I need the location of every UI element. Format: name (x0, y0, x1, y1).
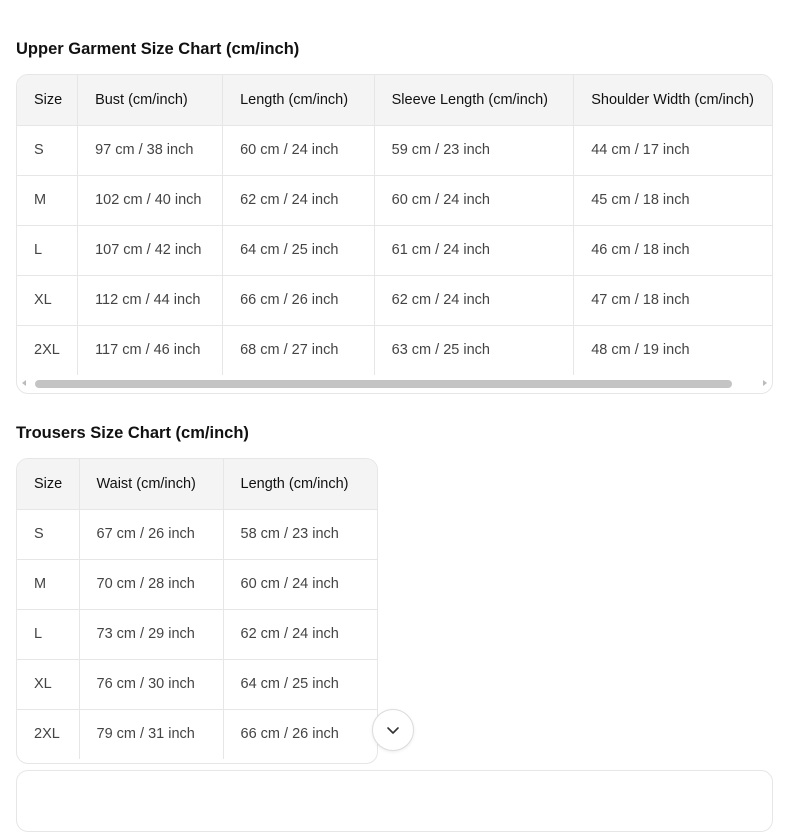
table-cell: 64 cm / 25 inch (223, 225, 375, 275)
table-row (17, 559, 377, 609)
table-cell: 2XL (17, 325, 78, 375)
table-cell: XL (17, 659, 79, 709)
table-header-row (17, 459, 377, 509)
column-header: Size (17, 459, 79, 509)
table-cell: 97 cm / 38 inch (78, 125, 223, 175)
upper-garment-table-scroll-area[interactable] (17, 75, 772, 375)
table-cell: XL (17, 275, 78, 325)
table-cell: 58 cm / 23 inch (223, 509, 377, 559)
table-cell: M (17, 175, 78, 225)
table-cell: 67 cm / 26 inch (79, 509, 223, 559)
trousers-chart-title: Trousers Size Chart (cm/inch) (16, 424, 249, 442)
table-row (17, 275, 772, 325)
table-cell: 62 cm / 24 inch (374, 275, 574, 325)
table-cell: 76 cm / 30 inch (79, 659, 223, 709)
table-cell: 112 cm / 44 inch (78, 275, 223, 325)
table-cell: 66 cm / 26 inch (223, 275, 375, 325)
column-header: Size (17, 75, 78, 125)
column-header: Length (cm/inch) (223, 75, 375, 125)
table-cell: 70 cm / 28 inch (79, 559, 223, 609)
table-row (17, 659, 377, 709)
table-cell: 2XL (17, 709, 79, 759)
table-cell: 48 cm / 19 inch (591, 342, 690, 359)
table-row (17, 709, 377, 759)
table-cell: 62 cm / 24 inch (223, 609, 377, 659)
table-cell: 117 cm / 46 inch (78, 325, 223, 375)
column-header: Waist (cm/inch) (79, 459, 223, 509)
table-cell: 102 cm / 40 inch (78, 175, 223, 225)
table-cell: 62 cm / 24 inch (223, 175, 375, 225)
table-cell: 47 cm / 18 inch (574, 275, 772, 325)
table-row (17, 175, 772, 225)
table-cell: 60 cm / 24 inch (223, 559, 377, 609)
column-header: Shoulder Width (cm/inch) (574, 75, 772, 125)
table-cell: 66 cm / 26 inch (240, 726, 339, 743)
table-cell: 107 cm / 42 inch (78, 225, 223, 275)
scrollbar-thumb[interactable] (35, 380, 732, 388)
column-header: Length (cm/inch) (223, 459, 377, 509)
scroll-right-arrow-icon[interactable] (763, 380, 767, 386)
trousers-size-table-card (16, 458, 378, 764)
table-cell: 68 cm / 27 inch (223, 325, 375, 375)
upper-garment-chart-title: Upper Garment Size Chart (cm/inch) (16, 40, 300, 58)
scroll-left-arrow-icon[interactable] (22, 380, 26, 386)
scroll-down-button[interactable] (372, 709, 414, 751)
trousers-size-table (17, 459, 377, 759)
column-header: Bust (cm/inch) (78, 75, 223, 125)
horizontal-scrollbar[interactable] (17, 375, 772, 389)
table-cell: M (17, 559, 79, 609)
table-cell: 79 cm / 31 inch (79, 709, 223, 759)
table-row (17, 325, 772, 375)
table-cell: 59 cm / 23 inch (374, 125, 574, 175)
table-cell: 61 cm / 24 inch (374, 225, 574, 275)
table-cell: 60 cm / 24 inch (374, 175, 574, 225)
table-cell: 44 cm / 17 inch (574, 125, 772, 175)
table-row (17, 609, 377, 659)
table-row (17, 509, 377, 559)
table-cell: 63 cm / 25 inch (374, 325, 574, 375)
table-cell: L (17, 609, 79, 659)
table-cell: S (17, 509, 79, 559)
table-row (17, 125, 772, 175)
table-cell: 60 cm / 24 inch (223, 125, 375, 175)
next-content-card (16, 770, 773, 832)
table-cell: 45 cm / 18 inch (574, 175, 772, 225)
table-cell: L (17, 225, 78, 275)
table-cell: 73 cm / 29 inch (79, 609, 223, 659)
table-row (17, 225, 772, 275)
table-cell: 46 cm / 18 inch (574, 225, 772, 275)
column-header: Sleeve Length (cm/inch) (374, 75, 574, 125)
table-cell: 64 cm / 25 inch (223, 659, 377, 709)
chevron-down-icon (385, 722, 401, 738)
table-header-row (17, 75, 772, 125)
table-cell: S (17, 125, 78, 175)
upper-garment-size-table-card (16, 74, 773, 394)
upper-garment-size-table (17, 75, 772, 375)
